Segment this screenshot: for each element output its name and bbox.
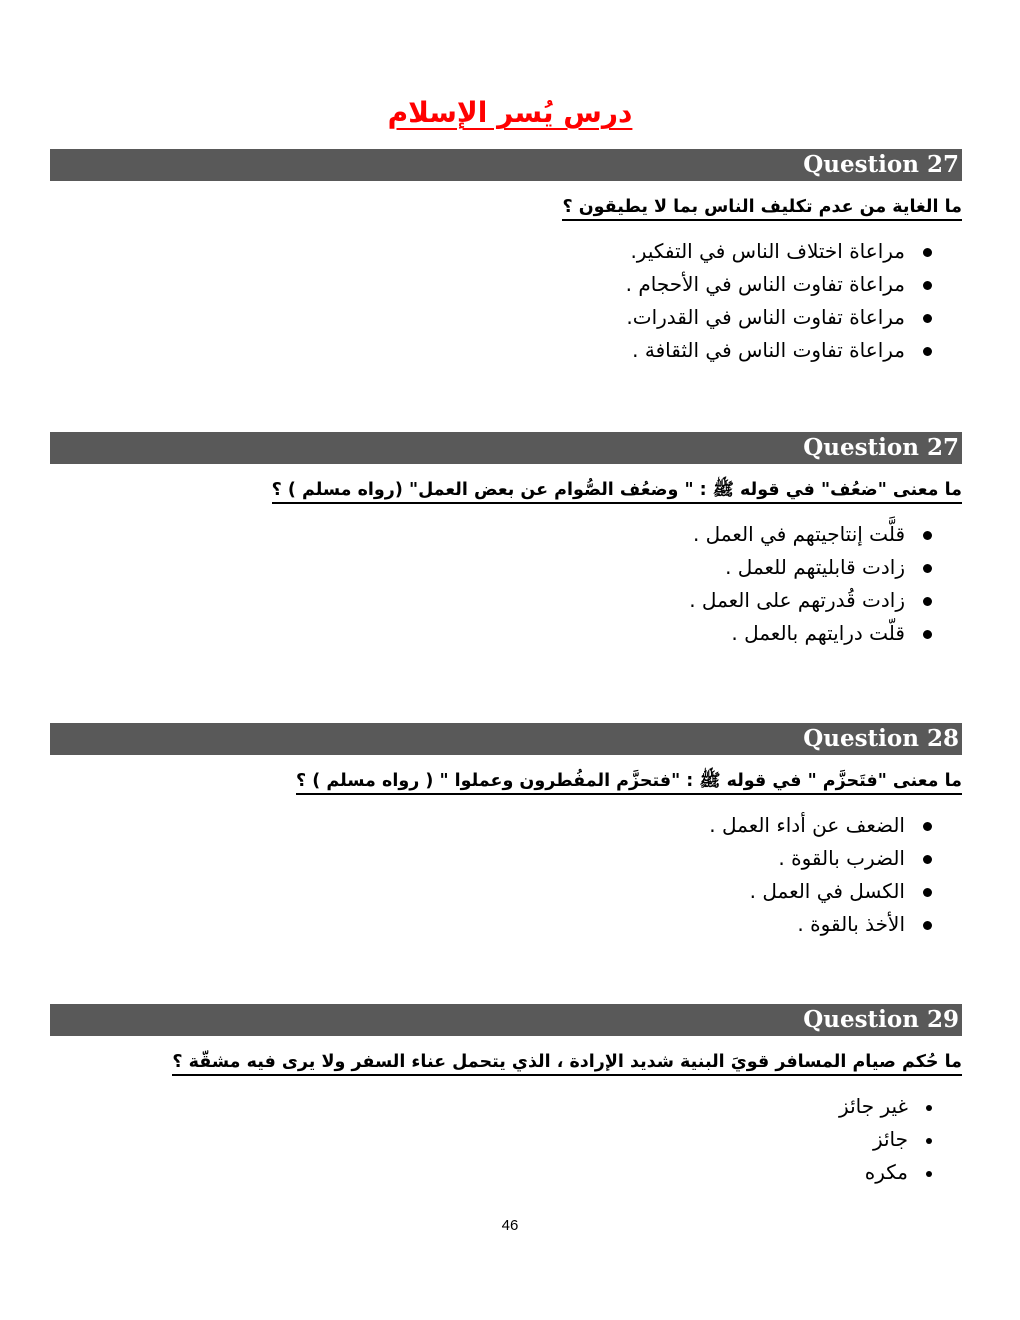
bullet-icon (926, 1171, 932, 1177)
question-header: Question 29 (50, 1004, 962, 1036)
option-item: الضرب بالقوة . (50, 842, 932, 875)
question-text: ما معنى "ضعُف" في قوله ﷺ : " وضعُف الصُّوام عن بعض العمل" (رواه مسلم ) ؟ (50, 478, 962, 502)
bullet-icon (923, 531, 932, 540)
bullet-icon (923, 597, 932, 606)
question-header: Question 28 (50, 723, 962, 755)
page-number: 46 (501, 1217, 519, 1234)
options-list (50, 809, 962, 941)
option-item: مراعاة تفاوت الناس في الأحجام . (50, 268, 932, 301)
question-header: Question 27 (50, 432, 962, 464)
bullet-icon (926, 1138, 932, 1144)
option-item: الكسل في العمل . (50, 875, 932, 908)
option-item: مراعاة تفاوت الناس في القدرات. (50, 301, 932, 334)
question-block (50, 723, 962, 941)
question-header: Question 27 (50, 149, 962, 181)
options-list (50, 518, 962, 650)
bullet-icon (923, 248, 932, 257)
bullet-icon (923, 314, 932, 323)
option-item: غير جائز (50, 1090, 932, 1123)
question-block (50, 1004, 962, 1189)
question-text: ما الغاية من عدم تكليف الناس بما لا يطيقون ؟ (50, 195, 962, 219)
options-list (50, 235, 962, 367)
bullet-icon (923, 822, 932, 831)
question-block (50, 149, 962, 367)
option-item: قلّت درايتهم بالعمل . (50, 617, 932, 650)
bullet-icon (923, 630, 932, 639)
bullet-icon (923, 564, 932, 573)
bullet-icon (923, 281, 932, 290)
option-item: جائز (50, 1123, 932, 1156)
option-item: قلَّت إنتاجيتهم في العمل . (50, 518, 932, 551)
question-text: ما معنى "فتَحزَّم " في قوله ﷺ : "فتحزَّم المفُطرون وعملوا " ( رواه مسلم ) ؟ (50, 769, 962, 793)
bullet-icon (923, 347, 932, 356)
question-block (50, 432, 962, 650)
bullet-icon (926, 1105, 932, 1111)
page-title: درس يُسر الإسلام (387, 96, 633, 129)
option-item: الأخذ بالقوة . (50, 908, 932, 941)
bullet-icon (923, 888, 932, 897)
option-item: الضعف عن أداء العمل . (50, 809, 932, 842)
bullet-icon (923, 855, 932, 864)
question-text: ما حُكم صيام المسافر قويَ البنية شديد الإرادة ، الذي يتحمل عناء السفر ولا يرى فيه مشقّة ؟ (50, 1050, 962, 1074)
bullet-icon (923, 921, 932, 930)
option-item: زادت قُدرتهم على العمل . (50, 584, 932, 617)
option-item: مراعاة اختلاف الناس في التفكير. (50, 235, 932, 268)
option-item: مكره (50, 1156, 932, 1189)
options-list (50, 1090, 962, 1189)
option-item: زادت قابليتهم للعمل . (50, 551, 932, 584)
option-item: مراعاة تفاوت الناس في الثقافة . (50, 334, 932, 367)
